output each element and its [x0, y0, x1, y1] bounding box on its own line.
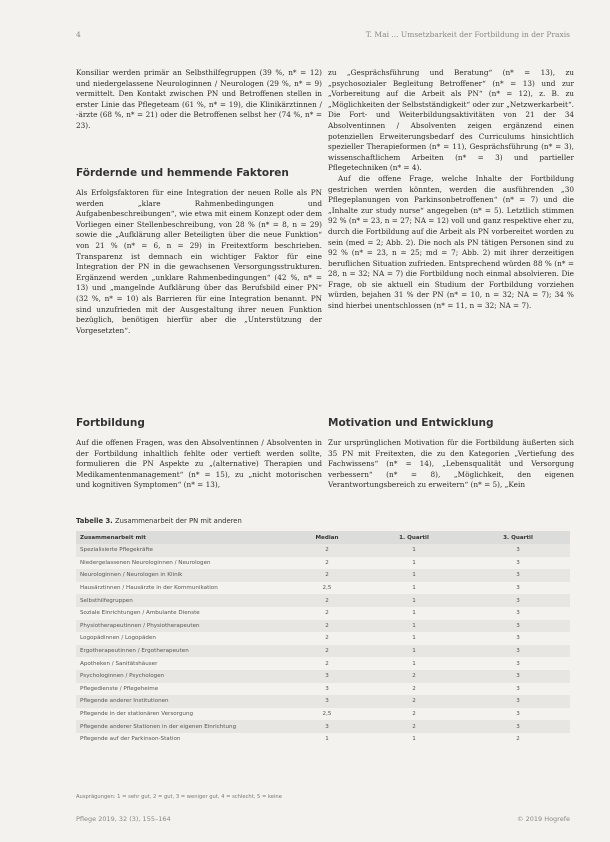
row-label: Psychologinnen / Psychologen [76, 670, 292, 683]
table-row [76, 607, 570, 620]
page-number: 4 [76, 30, 81, 39]
row-label: Pflegende anderer Stationen in der eigenen Einrichtung [76, 720, 292, 733]
paragraph: Zur ursprünglichen Motivation für die Fortbildung äußerten sich 35 PN mit Freitexten, die zu den Kategorien „Vertiefung des Fachwissens“ (n* = 14), „Lebensqualität und Versorgung verbessern“ (n* = 8), „Möglichkeit, den eigenen Verantwortungsbereich zu erweitern“ (n* = 5), „Kein [328, 438, 574, 490]
table-cell: 3 [466, 670, 570, 683]
table-cell: 1 [362, 594, 466, 607]
row-label: Pflegedienste / Pflegeheime [76, 683, 292, 696]
table-cell: 2 [292, 557, 362, 570]
table-cell: 2 [292, 632, 362, 645]
row-label: Spezialisierte Pflegekräfte [76, 544, 292, 557]
table-cell: 2 [292, 594, 362, 607]
row-label: Physiotherapeutinnen / Physiotherapeuten [76, 620, 292, 633]
table-row [76, 708, 570, 721]
table-cell: 3 [466, 695, 570, 708]
table-cell: 1 [362, 557, 466, 570]
table-cell: 1 [362, 544, 466, 557]
table-row [76, 582, 570, 595]
table-row [76, 557, 570, 570]
table-caption-label: Tabelle 3. [76, 517, 113, 525]
table-cell: 3 [466, 607, 570, 620]
table-row [76, 645, 570, 658]
table-row [76, 544, 570, 557]
table-cell: 2 [292, 544, 362, 557]
table-cell: 2 [362, 720, 466, 733]
table-cell: 2 [362, 708, 466, 721]
table-cell: 1 [362, 582, 466, 595]
table-cell: 1 [362, 657, 466, 670]
table-cell: 3 [292, 720, 362, 733]
section-heading: Fortbildung [76, 417, 145, 429]
row-label: Selbsthilfegruppen [76, 594, 292, 607]
left-column-top [76, 68, 322, 132]
paragraph: Konsiliar werden primär an Selbsthilfegruppen (39 %, n* = 12) und niedergelassene Neurologinnen / Neurologen (29 %, n* = 9) vermittelt. Den Kontakt zwischen PN und Betroffenen stellen in erster Linie das Pflegeteam (61 %, n* = 19), die Klinikärztinnen / -ärzte (68 %, n* = 21) oder die Betroffenen selbst her (74 %, n* = 23). [76, 68, 322, 130]
table-cell: 1 [362, 620, 466, 633]
row-label: Hausärztinnen / Hausärzte in der Kommunikation [76, 582, 292, 595]
collaboration-table [76, 531, 570, 746]
table-row [76, 569, 570, 582]
table-cell: 3 [466, 569, 570, 582]
table-row [76, 733, 570, 746]
table-cell: 1 [362, 569, 466, 582]
table-cell: 3 [466, 720, 570, 733]
running-header [76, 30, 570, 44]
table-cell: 2 [292, 645, 362, 658]
table-row [76, 632, 570, 645]
column-header: 1. Quartil [362, 531, 466, 544]
table-body [76, 544, 570, 746]
section-heading: Fördernde und hemmende Faktoren [76, 167, 289, 179]
table-row [76, 683, 570, 696]
row-label: Apotheken / Sanitätshäuser [76, 657, 292, 670]
table-cell: 2 [292, 607, 362, 620]
paragraph: Auf die offenen Fragen, was den Absolventinnen / Absolventen in der Fortbildung inhaltlich fehlte oder vertieft werden sollte, formulieren die PN Aspekte zu „(alternative) Therapien und Medikamentenmanagement“ (n* = 15), zu „nicht motorischen und kognitiven Symptomen“ (n* = 13), [76, 438, 322, 490]
row-label: Pflegende anderer Institutionen [76, 695, 292, 708]
table-cell: 2,5 [292, 708, 362, 721]
table-row [76, 695, 570, 708]
right-column-top [328, 68, 574, 312]
table-row [76, 594, 570, 607]
table-cell: 1 [362, 632, 466, 645]
table-note: Ausprägungen: 1 = sehr gut, 2 = gut, 3 = weniger gut, 4 = schlecht, 5 = keine [76, 794, 282, 800]
left-column-section-foerdernd [76, 167, 322, 336]
table-cell: 1 [362, 645, 466, 658]
table-cell: 3 [466, 632, 570, 645]
column-header: Median [292, 531, 362, 544]
table-cell: 3 [292, 683, 362, 696]
table-header-row [76, 531, 570, 544]
right-column-section-motivation [328, 417, 574, 491]
left-column-section-fortbildung [76, 417, 322, 491]
section-heading: Motivation und Entwicklung [328, 417, 494, 429]
table-cell: 3 [466, 683, 570, 696]
table-cell: 2 [362, 695, 466, 708]
table-cell: 2 [292, 657, 362, 670]
table-cell: 3 [466, 708, 570, 721]
table-cell: 3 [466, 620, 570, 633]
table-cell: 2 [362, 670, 466, 683]
table-row [76, 620, 570, 633]
row-label: Soziale Einrichtungen / Ambulante Dienste [76, 607, 292, 620]
table-cell: 3 [466, 594, 570, 607]
row-label: Pflegende auf der Parkinson-Station [76, 733, 292, 746]
table-cell: 2 [466, 733, 570, 746]
table-cell: 3 [466, 645, 570, 658]
row-label: Ergotherapeutinnen / Ergotherapeuten [76, 645, 292, 658]
table-cell: 2,5 [292, 582, 362, 595]
journal-citation: Pflege 2019, 32 (3), 155–164 [76, 815, 171, 823]
table-row [76, 670, 570, 683]
paragraph: Als Erfolgsfaktoren für eine Integration der neuen Rolle als PN werden „klare Rahmenbedingungen und Aufgabenbeschreibungen“, wie etwa mit einem Konzept oder dem Vorliegen einer Stellenbeschreibung, von 28 % (n* = 8, n = 29) sowie die „Aufklärung aller Beteiligten über die neue Funktion“ von 21 % (n* = 6, n = 29) in Freitextform beschrieben. Transparenz ist demnach ein wichtiger Faktor für eine Integration der PN in die gewachsenen Versorgungsstrukturen. Ergänzend werden „unklare Rahmenbedingungen“ (42 %, n* = 13) und „mangelnde Aufklärung über das Berufsbild einer PN“ (32 %, n* = 10) als Barrieren für eine Integration benannt. PN sind unzufrieden mit der Ausgestaltung ihrer neuen Funktion bezüglich, benötigen hierfür aber die „Unterstützung der Vorgesetzten“. [76, 188, 322, 335]
row-label: Niedergelassenen Neurologinnen / Neurologen [76, 557, 292, 570]
table-cell: 3 [292, 670, 362, 683]
table-row [76, 657, 570, 670]
table-cell: 1 [362, 607, 466, 620]
paragraph: zu „Gesprächsführung und Beratung“ (n* = 13), zu „psychosozialer Begleitung Betroffener“ (n* = 13) und zur „Vorbereitung auf die Arbeit als PN“ (n* = 12), z. B. zu „Möglichkeiten der Selbstständigkeit“ oder zur „Netzwerkarbeit“. Die Fort- und Weiterbildungsaktivitäten von 21 der 34 Absolventinnen / Absolventen zeigen ergänzend einen potenziellen Erweiterungsbedarf des Curriculums hinsichtlich spezieller Therapieformen (n* = 11), Gesprächsführung (n* = 3), wissenschaftlichem Arbeiten (n* = 3) und partieller Pflegetechniken (n* = 4). [328, 68, 574, 173]
table-cell: 2 [292, 620, 362, 633]
table-cell: 3 [466, 544, 570, 557]
table-cell: 2 [292, 569, 362, 582]
table-cell: 3 [292, 695, 362, 708]
table-cell: 3 [466, 582, 570, 595]
column-header: 3. Quartil [466, 531, 570, 544]
table-cell: 1 [362, 733, 466, 746]
running-title: T. Mai ... Umsetzbarkeit der Fortbildung in der Praxis [365, 30, 570, 39]
column-header: Zusammenarbeit mit [76, 531, 292, 544]
table-row [76, 720, 570, 733]
row-label: Pflegende in der stationären Versorgung [76, 708, 292, 721]
table-cell: 3 [466, 557, 570, 570]
copyright: © 2019 Hogrefe [517, 815, 570, 823]
table-cell: 1 [292, 733, 362, 746]
table-caption-text: Zusammenarbeit der PN mit anderen [114, 517, 242, 525]
row-label: Neurologinnen / Neurologen in Klinik [76, 569, 292, 582]
table-cell: 3 [466, 657, 570, 670]
paragraph: Auf die offene Frage, welche Inhalte der Fortbildung gestrichen werden könnten, werden die ausführenden „30 Pflegeplanungen von Parkinsonbetroffenen“ (n* = 7) und die „Inhalte zur study nurse“ angegeben (n* = 5). Letztlich stimmen 92 % (n* = 23, n = 27; NA = 12) voll und ganz respektive eher zu, durch die Fortbildung auf die Arbeit als PN vorbereitet worden zu sein (med = 2; Abb. 2). Die noch als PN tätigen Personen sind zu 92 % (n* = 23, n = 25; md = 7; Abb. 2) mit ihrer derzeitigen beruflichen Situation zufrieden. Entsprechend würden 88 % (n* = 28, n = 32; NA = 7) die Fortbildung noch einmal absolvieren. Die Frage, ob sie aktuell ein Studium der Fortbildung vorziehen würden, bejahen 31 % der PN (n* = 10, n = 32; NA = 7); 34 % sind hierbei unentschlossen (n* = 11, n = 32; NA = 7). [328, 173, 574, 311]
table-caption [76, 517, 242, 525]
table-cell: 2 [362, 683, 466, 696]
row-label: Logopädinnen / Logopäden [76, 632, 292, 645]
